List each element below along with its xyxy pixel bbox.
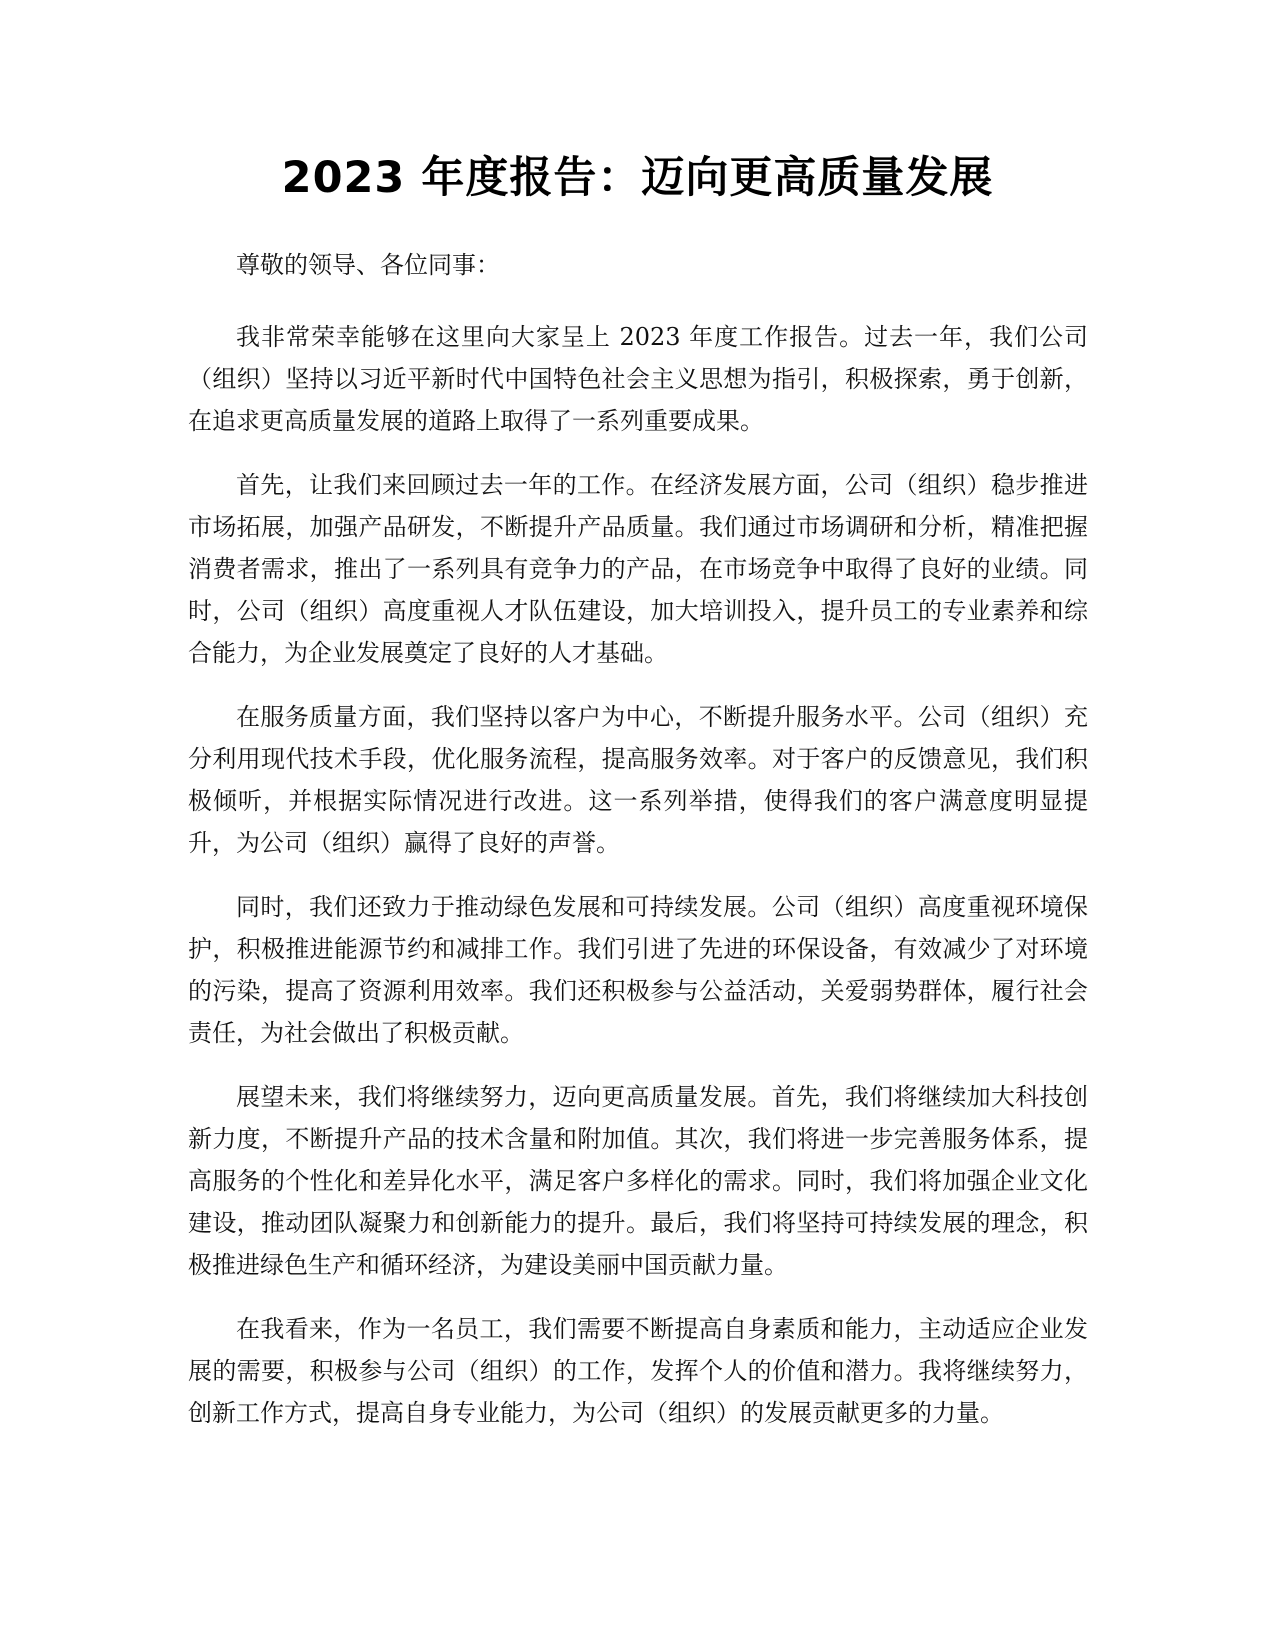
paragraph-3: 在服务质量方面，我们坚持以客户为中心，不断提升服务水平。公司（组织）充分利用现代技术手段，优化服务流程，提高服务效率。对于客户的反馈意见，我们积极倾听，并根据实际情况进行改进。这一系列举措，使得我们的客户满意度明显提升，为公司（组织）赢得了良好的声誉。 — [188, 703, 1088, 857]
paragraph-4: 同时，我们还致力于推动绿色发展和可持续发展。公司（组织）高度重视环境保护，积极推进能源节约和减排工作。我们引进了先进的环保设备，有效减少了对环境的污染，提高了资源利用效率。我们还积极参与公益活动，关爱弱势群体，履行社会责任，为社会做出了积极贡献。 — [188, 893, 1088, 1047]
paragraph-5: 展望未来，我们将继续努力，迈向更高质量发展。首先，我们将继续加大科技创新力度，不断提升产品的技术含量和附加值。其次，我们将进一步完善服务体系，提高服务的个性化和差异化水平，满足客户多样化的需求。同时，我们将加强企业文化建设，推动团队凝聚力和创新能力的提升。最后，我们将坚持可持续发展的理念，积极推进绿色生产和循环经济，为建设美丽中国贡献力量。 — [188, 1083, 1088, 1279]
paragraph-1: 我非常荣幸能够在这里向大家呈上 2023 年度工作报告。过去一年，我们公司（组织）坚持以习近平新时代中国特色社会主义思想为指引，积极探索，勇于创新，在追求更高质量发展的道路上取得了一系列重要成果。 — [188, 323, 1088, 435]
paragraph-2: 首先，让我们来回顾过去一年的工作。在经济发展方面，公司（组织）稳步推进市场拓展，加强产品研发，不断提升产品质量。我们通过市场调研和分析，精准把握消费者需求，推出了一系列具有竞争力的产品，在市场竞争中取得了良好的业绩。同时，公司（组织）高度重视人才队伍建设，加大培训投入，提升员工的专业素养和综合能力，为企业发展奠定了良好的人才基础。 — [188, 471, 1088, 667]
document-body — [188, 244, 1088, 1456]
paragraph-6: 在我看来，作为一名员工，我们需要不断提高自身素质和能力，主动适应企业发展的需要，积极参与公司（组织）的工作，发挥个人的价值和潜力。我将继续努力，创新工作方式，提高自身专业能力，为公司（组织）的发展贡献更多的力量。 — [188, 1315, 1088, 1427]
document-title: 2023 年度报告：迈向更高质量发展 — [281, 153, 994, 203]
greeting: 尊敬的领导、各位同事： — [236, 251, 500, 279]
